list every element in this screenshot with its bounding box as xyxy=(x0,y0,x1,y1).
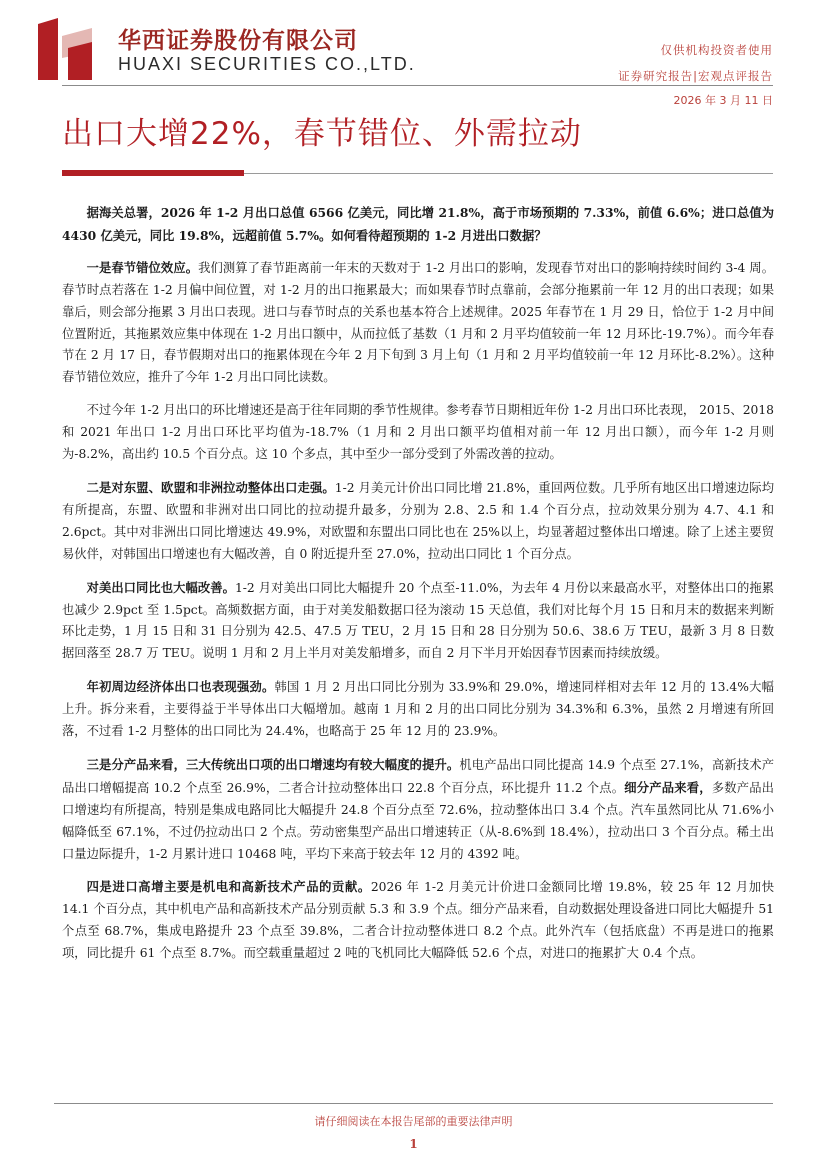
header-divider xyxy=(62,85,773,86)
paragraph-text: 我们测算了春节距离前一年末的天数对于 1-2 月出口的影响，发现春节对出口的影响持续时间约 3-4 周。春节时点若落在 1-2 月偏中间位置，对 1-2 月的出口拖累最大；而如果春节时点靠前，会部分拖累前一年 12 月的出口表现；如果靠后，则会部分拖累 3 月出口表现。进口与春节时点的关系也基本符合上述规律。2025 年春节在 1 月 29 日，恰位于 1-2 月中间位置附近，其拖累效应集中体现在 1-2 月出口额中，从而拉低了基数（1 月和 2 月平均值较前一年 12 月环比-19.7%）。而今年春节在 2 月 17 日，春节假期对出口的拖累体现在今年 2 月下旬到 3 月上旬（1 月和 2 月平均值较前一年 12 月环比-8.2%）。这种春节错位效应，推升了今年 1-2 月出口同比读数。 xyxy=(62,260,774,385)
brand-name-cn: 华西证券股份有限公司 xyxy=(118,28,358,54)
report-body xyxy=(62,202,774,976)
paragraph-text: 1-2 月美元计价出口同比增 21.8%，重回两位数。几乎所有地区出口增速边际均有所提高，东盟、欧盟和非洲对出口同比的拉动提升最多，分别为 2.8、2.5 和 1.4 个百分点，拉动效果分别为 4.7、4.1 和 2.6pct。其中对非洲出口同比增速达 49.9%，对欧盟和东盟出口同比也在 25%以上，均显著超过整体出口增速。除了上述主要贸易伙伴，对韩国出口增速也有大幅改善，自 0 附近提升至 27.0%，拉动出口同比 1 个百分点。 xyxy=(62,480,774,561)
report-title: 出口大增22%，春节错位、外需拉动 xyxy=(62,116,582,152)
paragraph-text: 不过今年 1-2 月出口的环比增速还是高于往年同期的季节性规律。参考春节日期相近年份 1-2 月出口环比表现， 2015、2018 和 2021 年出口 1-2 月出口环比平均值为-18.7%（1 月和 2 月出口额平均值相对前一年 12 月出口额），而今年 1-2 月则为-8.2%，高出约 10.5 个百分点。这 10 个多点，其中至少一部分受到了外需改善的拉动。 xyxy=(62,403,774,462)
paragraph-regions xyxy=(62,477,774,566)
paragraph-lead: 一是春节错位效应。 xyxy=(86,259,199,275)
report-date: 2026 年 3 月 11 日 xyxy=(673,94,773,107)
paragraph-lead: 三是分产品来看，三大传统出口项的出口增速均有较大幅度的提升。 xyxy=(86,756,460,772)
paragraph-lead: 年初周边经济体出口也表现强劲。 xyxy=(86,679,275,695)
paragraph-lead: 二是对东盟、欧盟和非洲拉动整体出口走强。 xyxy=(86,479,335,495)
paragraph-text: 韩国 1 月 2 月出口同比分别为 33.9%和 29.0%，增速同样相对去年 12 月的 13.4%大幅上升。拆分来看，主要得益于半导体出口大幅增加。越南 1 月和 2 月的出口同比分别为 34.3%和 6.3%，虽然 2 月增速有所回落，不过看 1-2 月整体的出口同比为 24.4%，也略高于 25 年 12 月的 23.9%。 xyxy=(62,680,774,739)
paragraph-lead-secondary: 细分产品来看， xyxy=(624,779,712,795)
paragraph-lead: 四是进口高增主要是机电和高新技术产品的贡献。 xyxy=(86,879,371,895)
report-type: 证券研究报告|宏观点评报告 xyxy=(618,69,773,83)
paragraph-text: 1-2 月对美出口同比大幅提升 20 个点至-11.0%，为去年 4 月份以来最高水平，对整体出口的拖累也减少 2.9pct 至 1.5pct。高频数据方面，由于对美发船数据口径为滚动 15 天总值，我们对比每个月 15 日和月末的数据来判断环比走势，1 月 15 日和 31 日分别为 42.5、47.5 万 TEU，2 月 15 日和 28 日分别为 50.6、38.6 万 TEU，最新 3 月 8 日数据回落至 28.7 万 TEU。说明 1 月和 2 月上半月对美发船增多，而自 2 月下半月开始因春节因素而持续放缓。 xyxy=(62,580,774,661)
paragraph-seasonality xyxy=(62,400,774,466)
paragraph-us-exports xyxy=(62,577,774,666)
paragraph-text: 机电产品出口同比提高 14.9 个点至 27.1%，高新技术产品出口增幅提高 10.2 个点至 26.9%，二者合计拉动整体出口 22.8 个百分点，环比提升 11.2 个点。 xyxy=(62,757,774,795)
paragraph-imports xyxy=(62,876,774,965)
paragraph-text: 2026 年 1-2 月美元计价进口金额同比增 19.8%，较 25 年 12 月加快 14.1 个百分点，其中机电产品和高新技术产品分别贡献 5.3 和 3.9 个点。细分产品来看，自动数据处理设备进口同比大幅提升 51 个点至 68.7%，集成电路提升 23 个点至 39.8%，二者合计拉动整体进口 8.2 个点。此外汽车（包括底盘）不再是进口的拖累项，同比提升 61 个点至 8.7%。而空载重量超过 2 吨的飞机同比大幅降低 52.6 个点，对进口的拖累扩大 0.4 个点。 xyxy=(62,880,774,961)
title-accent-bar xyxy=(62,170,244,176)
audience-disclaimer: 仅供机构投资者使用 xyxy=(660,43,773,57)
company-logo xyxy=(34,18,96,80)
brand-name-en: HUAXI SECURITIES CO.,LTD. xyxy=(118,54,416,74)
paragraph-lead: 对美出口同比也大幅改善。 xyxy=(86,579,235,595)
paragraph-summary xyxy=(62,202,774,248)
paragraph-holiday-effect xyxy=(62,257,774,389)
paragraph-products xyxy=(62,754,774,866)
footer-divider xyxy=(54,1103,773,1104)
paragraph-text: 多数产品出口增速均有所提高，特别是集成电路同比大幅提升 24.8 个百分点至 72.6%，拉动整体出口 3.4 个点。汽车虽然同比从 71.6%小幅降低至 67.1%，不过仍拉动出口 2 个点。劳动密集型产品出口增速转正（从-8.6%到 18.4%），拉动出口 3 个百分点。稀土出口量边际提升，1-2 月累计进口 10468 吨，平均下来高于较去年 12 月的 4392 吨。 xyxy=(62,780,774,861)
legal-notice: 请仔细阅读在本报告尾部的重要法律声明 xyxy=(314,1115,513,1128)
paragraph-lead: 据海关总署，2026 年 1-2 月出口总值 6566 亿美元，同比增 21.8%，高于市场预期的 7.33%，前值 6.6%；进口总值为 4430 亿美元，同比 19.8%，远超前值 5.7%。如何看待超预期的 1-2 月进出口数据？ xyxy=(62,205,774,243)
title-divider xyxy=(244,173,773,174)
paragraph-neighbors xyxy=(62,676,774,743)
page-number: 1 xyxy=(409,1137,418,1151)
